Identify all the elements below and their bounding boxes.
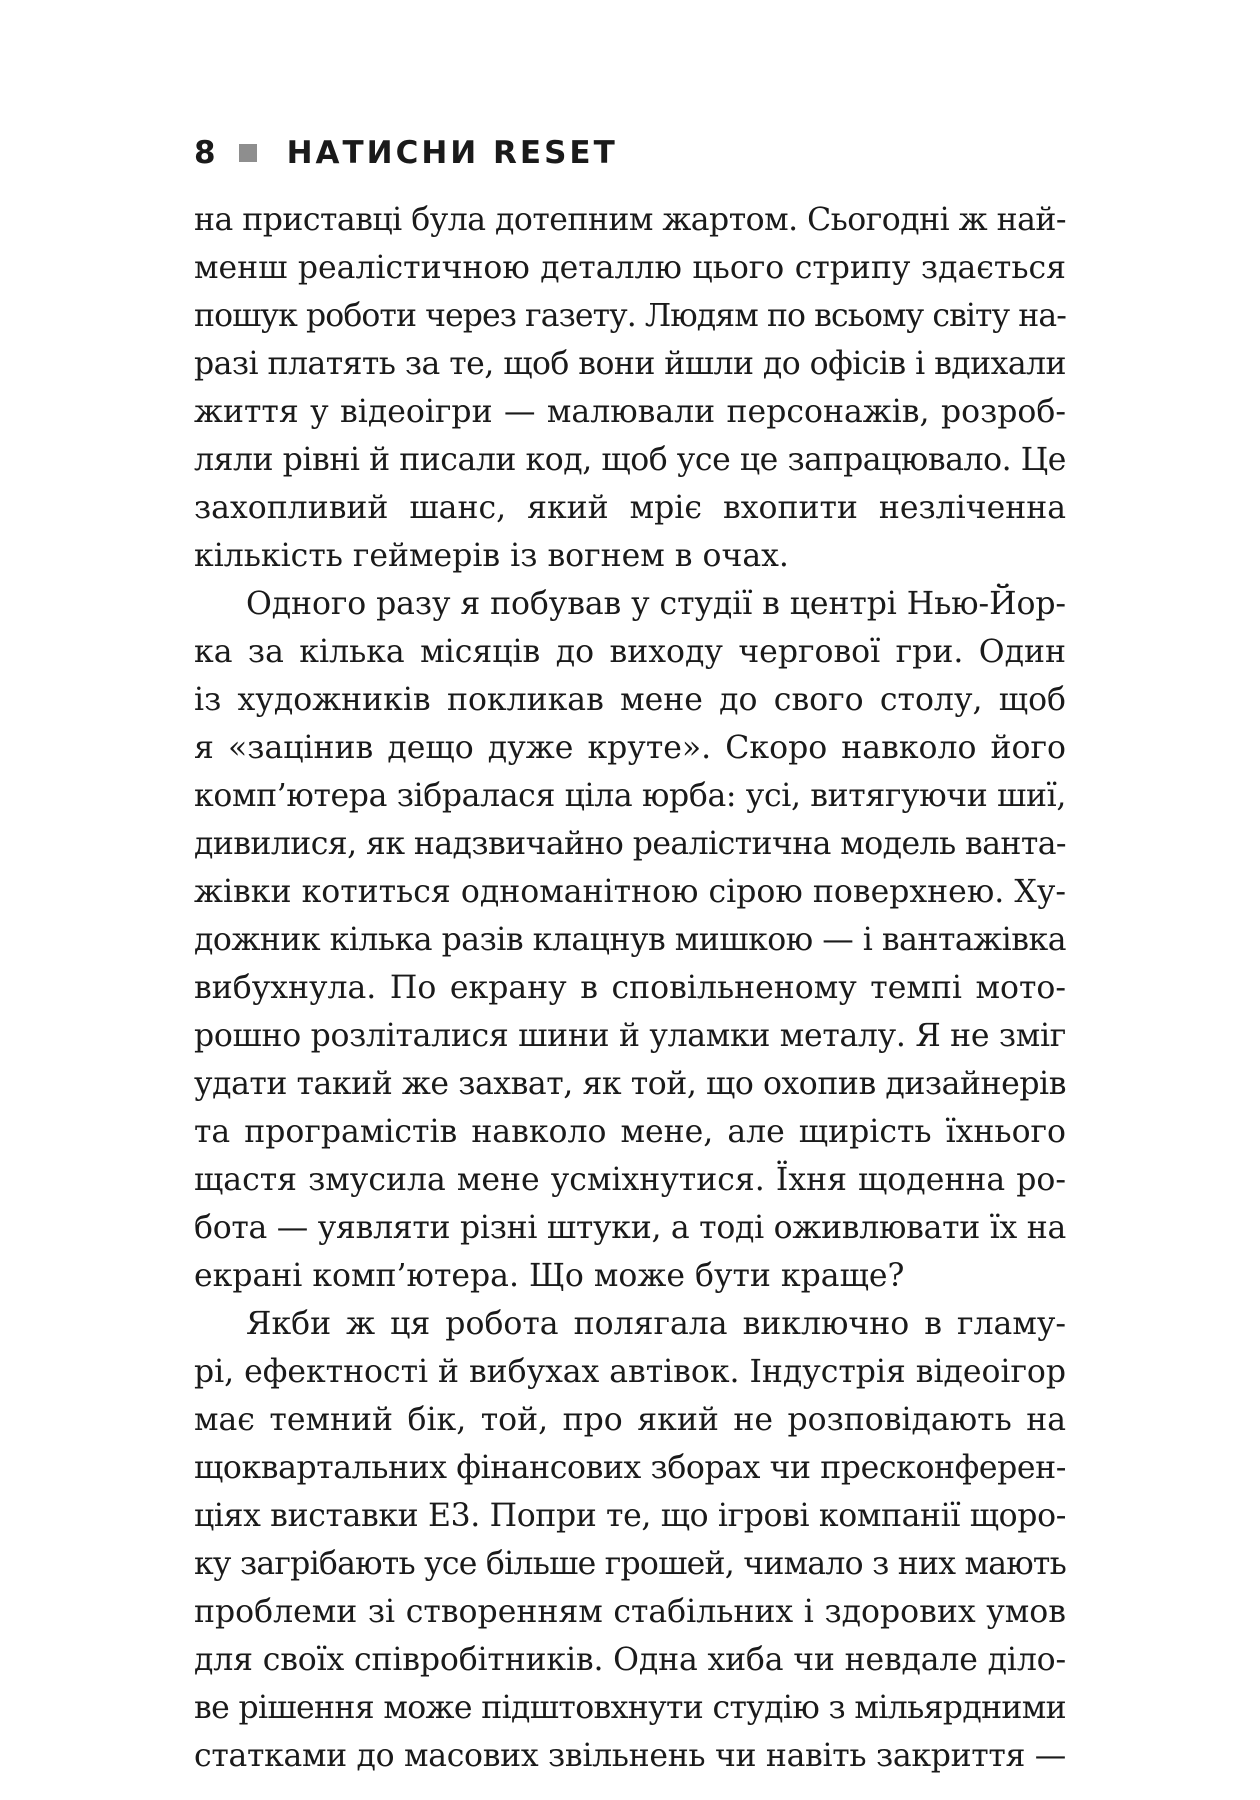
text-line: захопливий шанс, який мріє вхопити незліченна: [194, 490, 1066, 526]
text-line: ку загрібають усе більше грошей, чимало з них мають: [194, 1546, 1066, 1582]
text-line: для своїх співробітників. Одна хиба чи невдале діло-: [194, 1642, 1066, 1678]
text-line: дивилися, як надзвичайно реалістична модель ванта-: [194, 826, 1066, 862]
text-line: комп’ютера зібралася ціла юрба: усі, витягуючи шиї,: [194, 778, 1066, 814]
text-line: проблеми зі створенням стабільних і здорових умов: [194, 1594, 1066, 1630]
text-line: щоквартальних фінансових зборах чи пресконферен-: [194, 1450, 1067, 1486]
running-header: [194, 128, 618, 178]
text-line: життя у відеоігри — малювали персонажів, розроб-: [194, 394, 1066, 430]
text-line: екрані комп’ютера. Що може бути краще?: [194, 1258, 905, 1294]
text-line: та програмістів навколо мене, але щирість їхнього: [194, 1114, 1066, 1150]
body-text: [194, 196, 1066, 1780]
text-line: кількість геймерів із вогнем в очах.: [194, 538, 789, 574]
page-number: 8: [194, 135, 219, 171]
text-line: має темний бік, той, про який не розповідають на: [194, 1402, 1066, 1438]
text-line: ціях виставки E3. Попри те, що ігрові компанії щоро-: [194, 1498, 1066, 1534]
text-line: рошно розліталися шини й уламки металу. Я не зміг: [194, 1018, 1066, 1054]
text-line: удати такий же захват, як той, що охопив дизайнерів: [194, 1066, 1066, 1102]
text-line: ве рішення може підштовхнути студію з мільярдними: [194, 1690, 1066, 1726]
text-line: бота — уявляти різні штуки, а тоді оживлювати їх на: [194, 1210, 1066, 1246]
text-line: ка за кілька місяців до виходу чергової гри. Один: [194, 634, 1066, 670]
paragraph: [194, 1300, 1066, 1780]
paragraph: [194, 580, 1066, 1300]
text-line: жівки котиться одноманітною сірою поверхнею. Ху-: [194, 874, 1066, 910]
text-line: рі, ефектності й вибухах автівок. Індустрія відеоігор: [194, 1354, 1066, 1390]
text-line: вибухнула. По екрану в сповільненому темпі мото-: [194, 970, 1066, 1006]
text-line: Одного разу я побував у студії в центрі Нью-Йор-: [246, 586, 1066, 622]
running-title: НАТИСНИ RESET: [286, 135, 618, 171]
text-line: пошук роботи через газету. Людям по всьому світу на-: [194, 298, 1066, 334]
text-line: із художників покликав мене до свого столу, щоб: [194, 682, 1066, 718]
text-line: щастя змусила мене усміхнутися. Їхня щоденна ро-: [194, 1162, 1066, 1198]
text-line: разі платять за те, щоб вони йшли до офісів і вдихали: [194, 346, 1066, 382]
paragraph: [194, 196, 1066, 580]
text-line: менш реалістичною деталлю цього стрипу здається: [194, 250, 1066, 286]
square-ornament-icon: [239, 144, 257, 162]
text-line: я «зацінив дещо дуже круте». Скоро навколо його: [194, 730, 1066, 766]
text-line: Якби ж ця робота полягала виключно в гламу-: [246, 1306, 1066, 1342]
text-line: на приставці була дотепним жартом. Сьогодні ж най-: [194, 202, 1066, 238]
text-line: статками до масових звільнень чи навіть закриття —: [194, 1738, 1066, 1774]
text-line: ляли рівні й писали код, щоб усе це запрацювало. Це: [194, 442, 1066, 478]
text-line: дожник кілька разів клацнув мишкою — і вантажівка: [194, 922, 1066, 958]
